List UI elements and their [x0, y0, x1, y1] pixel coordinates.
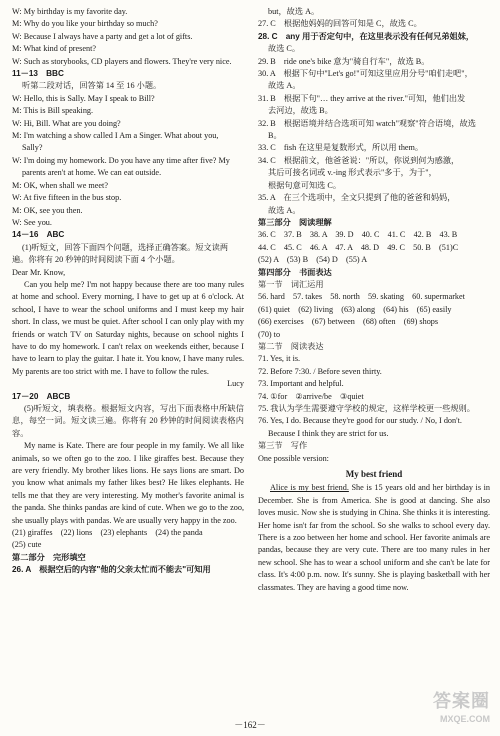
right-column-line: 去河边，故选 B。 — [268, 106, 333, 116]
right-column-line: 30. A 根据下句中"Let's go!"可知这里应用分号"咱们走吧"， — [258, 69, 473, 79]
left-column-line: (1)听短文，回答下面四个问题，选择正确答案。短文读两 — [22, 242, 229, 252]
right-column-line: 第二节 阅读表达 — [258, 341, 324, 351]
left-column-line: My name is Kate. There are four people in my family. We all like animals, so we often go to the zoo. I like giraffes best. Because they are very friendly. My brother likes lions. He says lions are smart. Do you know what animals my father likes best? He likes elephants. He tells me that they are very interesting. My mother's favorite animal is the panda. She thinks pandas are kind of cute. When we go to the zoo, she usually plays with pandas. We are usually very happy in the zoo. — [12, 441, 244, 525]
left-column-line: M: Why do you like your birthday so much? — [12, 19, 158, 29]
left-column-line: 第二部分 完形填空 — [12, 552, 86, 562]
left-column-line: W: My birthday is my favorite day. — [12, 7, 128, 16]
left-column-line: (21) giraffes (22) lions (23) elephants (24) the panda — [12, 528, 203, 538]
left-column-line: Lucy — [227, 379, 244, 389]
right-column-line: 根据句意可知选 C。 — [268, 180, 342, 190]
right-column-line: 29. B ride one's bike 意为"骑自行车"，故选 B。 — [258, 56, 430, 66]
right-column-line: (70) to — [258, 329, 281, 339]
left-column-line: M: I'm watching a show called I Am a Singer. What about you, — [12, 131, 219, 141]
right-column-line: 31. B 根据下句"… they arrive at the river."可知，他们出发 — [258, 93, 466, 103]
right-column — [258, 6, 490, 594]
right-column-line: 75. 我认为学生需要遵守学校的规定，这样学校更一些规则。 — [258, 404, 475, 413]
left-column-line: 11－13 BBC — [12, 69, 64, 79]
right-column-line: (52) A (53) B (54) D (55) A — [258, 255, 368, 265]
right-column-line: 第四部分 书面表达 — [258, 267, 332, 277]
left-column-line: W: Hi, Bill. What are you doing? — [12, 118, 121, 128]
right-column-line: 71. Yes, it is. — [258, 354, 301, 364]
right-column-line: 故选 A。 — [268, 81, 301, 91]
left-column-line: Sally? — [22, 143, 43, 153]
left-column-line: 17－20 ABCB — [12, 391, 71, 401]
left-column-line: parents aren't at home. We can eat outside. — [22, 168, 162, 178]
right-column-line: 72. Before 7:30. / Before seven thirty. — [258, 366, 382, 376]
watermark-line2: MXQE.COM — [439, 714, 490, 724]
essay-text: She is 15 years old and her birthday is in December. She is from America. She is good at dancing. She also loves music. Now she is studying in China. She thinks it is interesting. Her home isn't far from the school. So she walks to school every day. There is a zoo between her home and school. Her favorite animals are pandas, because they are very cute. There are too many rules in her new school. She has to wear a school uniform and she can't be late for class. It's 4:00 p.m. now. It's sunny. She is playing basketball with her classmates. They are having a good time now. — [258, 483, 490, 592]
essay-body — [258, 482, 490, 594]
right-column-line: 35. A 在三个选项中，全文只提到了他的爸爸和妈妈， — [258, 193, 456, 203]
right-column-line: 28. C any 用于否定句中，在这里表示没有任何兄弟姐妹， — [258, 31, 475, 41]
right-column-line: but，故选 A。 — [268, 7, 320, 16]
right-column-line: 73. Important and helpful. — [258, 379, 344, 389]
left-column-line: W: I'm doing my homework. Do you have any time after five? My — [12, 155, 230, 165]
watermark-line1: 答案圈 — [433, 691, 490, 711]
right-column-line: 32. B 根据语境并结合选项可知 watch"观察"符合语境，故选 — [258, 118, 476, 128]
left-column-line: 听第二段对话，回答第 14 至 16 小题。 — [22, 81, 162, 91]
left-column-line: W: Such as storybooks, CD players and flowers. They're very nice. — [12, 56, 232, 66]
left-column-line: M: This is Bill speaking. — [12, 106, 94, 116]
left-column-line: Can you help me? I'm not happy because there are too many rules at home and school. Every morning, I have to get up at 6 o'clock. At school, I have to wear the school uniforms and I must keep my hair short. In class, we must be quiet. After school I can only play with my friends or watch TV on Saturday nights, because on school nights I have to do my homework. I can't relax on weekends either, because I have to learn to play the guitar. I hate it. You know, I have many rules. My parents are too strict with me. I have to follow the rules. — [12, 279, 244, 376]
left-column-line: W: At five fifteen in the bus stop. — [12, 193, 122, 203]
right-column-line: 33. C fish 在这里是复数形式，所以用 them。 — [258, 143, 424, 153]
left-column-line: M: What kind of present? — [12, 44, 96, 54]
right-column-line: 36. C 37. B 38. A 39. D 40. C 41. C 42. B 43. B — [258, 230, 458, 240]
left-column — [12, 6, 244, 577]
right-column-line: (66) exercises (67) between (68) often (69) shops — [258, 317, 439, 327]
right-column-line: 34. C 根据前文，他爸爸说："所以，你说到何为感激， — [258, 155, 460, 165]
right-column-line: 44. C 45. C 46. A 47. A 48. D 49. C 50. B (51)C — [258, 242, 459, 252]
right-column-line: 76. Yes, I do. Because they're good for our study. / No, I don't. — [258, 416, 462, 426]
page-number: －162－ — [234, 720, 266, 730]
right-column-lines — [258, 6, 490, 465]
left-column-line: (25) cute — [12, 540, 42, 550]
left-column-line: Dear Mr. Know, — [12, 267, 66, 277]
right-column-line: 74. ①for ②arrive/be ③quiet — [258, 391, 364, 401]
essay-title: My best friend — [345, 469, 403, 480]
left-column-line: M: OK, see you then. — [12, 205, 83, 215]
right-column-line: 第三节 写作 — [258, 441, 308, 451]
right-column-line: 其后可接名词或 v.-ing 形式表示"多于，为于"， — [268, 168, 437, 178]
left-column-line: M: OK, when shall we meet? — [12, 180, 108, 190]
right-column-line: 故选 C。 — [268, 44, 301, 54]
essay-lead: Alice is my best friend. — [270, 483, 349, 493]
right-column-line: B。 — [268, 131, 282, 141]
right-column-line: 27. C 根据他妈妈的回答可知是 C，故选 C。 — [258, 19, 422, 29]
left-column-line: W: See you. — [12, 217, 52, 227]
left-column-line: 14－16 ABC — [12, 230, 65, 240]
right-column-line: (61) quiet (62) living (63) along (64) his (65) easily — [258, 304, 452, 314]
watermark-logo — [433, 692, 490, 728]
left-column-line: W: Hello, this is Sally. May I speak to Bill? — [12, 93, 155, 103]
right-column-line: 第三部分 阅读理解 — [258, 217, 332, 227]
left-column-line: W: Because I always have a party and get a lot of gifts. — [12, 31, 193, 41]
left-column-line: 26. A 根据空后的内容"他的父亲太忙而不能去"可知用 — [12, 565, 211, 575]
right-column-line: 故选 A。 — [268, 205, 301, 215]
right-column-line: 56. hard 57. takes 58. north 59. skating 60. supermarket — [258, 292, 465, 302]
right-column-line: 第一节 词汇运用 — [258, 279, 324, 289]
right-column-line: One possible version: — [258, 453, 329, 463]
left-column-line: 遍。你将有 20 秒钟的时间阅读下面 4 个小题。 — [12, 255, 180, 265]
right-column-line: Because I think they are strict for us. — [268, 428, 389, 438]
left-column-line: (5)听短文，填表格。根据短文内容，写出下面表格中所缺信息，每空一词。短文读三遍。你将有 20 秒钟的时间阅读表格内容。 — [12, 404, 244, 438]
